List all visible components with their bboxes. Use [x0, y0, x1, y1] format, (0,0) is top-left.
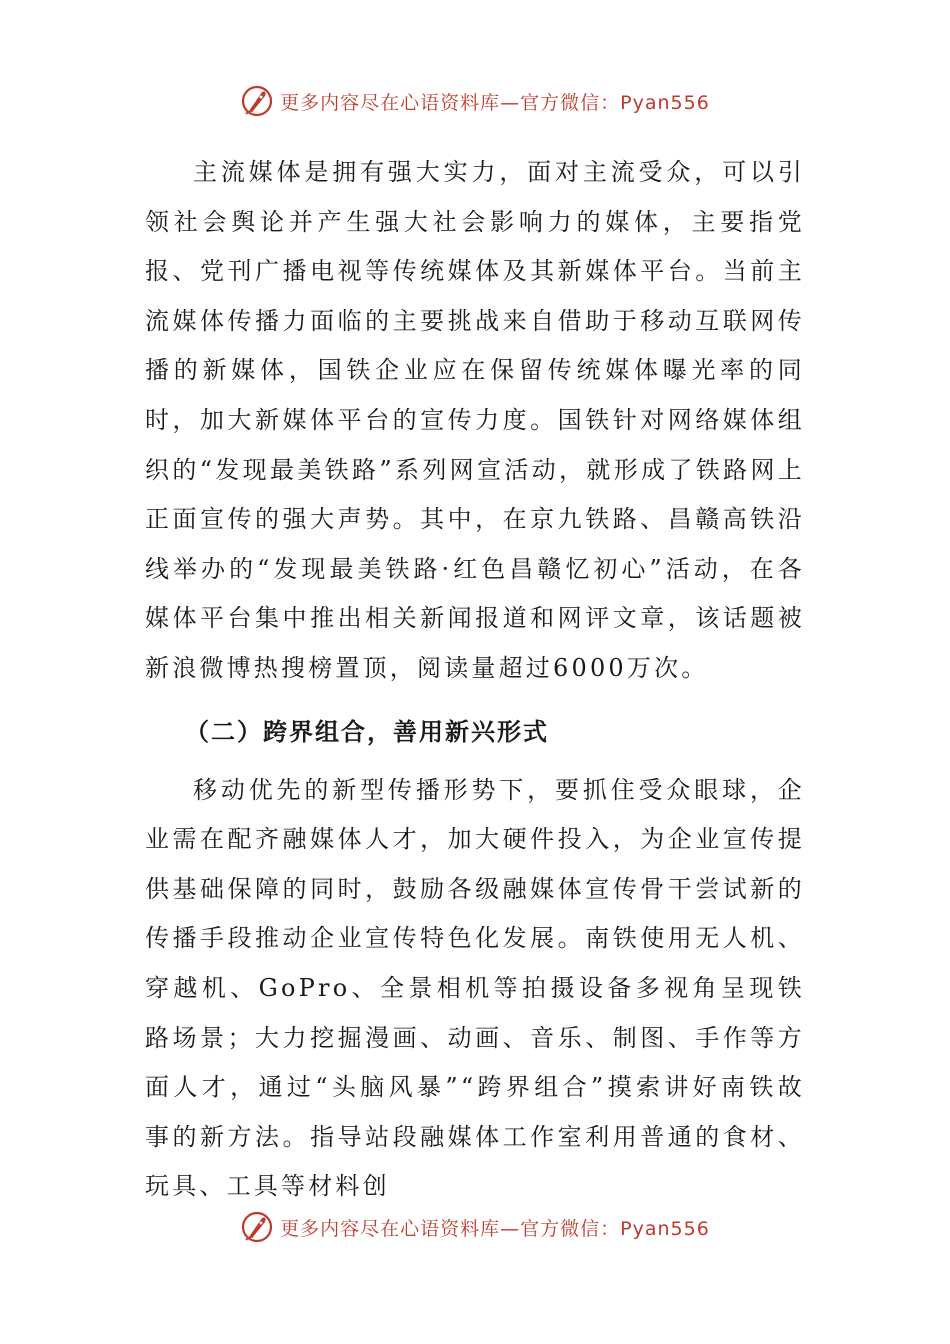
footer-watermark [0, 1210, 950, 1244]
header-watermark [0, 84, 950, 118]
body-paragraph-2: 移动优先的新型传播形势下，要抓住受众眼球，企业需在配齐融媒体人才，加大硬件投入，为企业宣传提供基础保障的同时，鼓励各级融媒体宣传骨干尝试新的传播手段推动企业宣传特色化发展。南铁使用无人机、穿越机、GoPro、全景相机等拍摄设备多视角呈现铁路场景；大力挖掘漫画、动画、音乐、制图、手作等方面人才，通过“头脑风暴”“跨界组合”摸索讲好南铁故事的新方法。指导站段融媒体工作室利用普通的食材、玩具、工具等材料创 [145, 775, 805, 1201]
document-body [145, 148, 805, 1212]
quill-pen-circle-icon [240, 84, 274, 118]
section-heading: （二）跨界组合，善用新兴形式 [185, 717, 549, 746]
quill-pen-circle-icon [240, 1210, 274, 1244]
footer-watermark-text: 更多内容尽在心语资料库—官方微信：Pyan556 [280, 1217, 710, 1240]
body-paragraph-1: 主流媒体是拥有强大实力，面对主流受众，可以引领社会舆论并产生强大社会影响力的媒体，主要指党报、党刊广播电视等传统媒体及其新媒体平台。当前主流媒体传播力面临的主要挑战来自借助于移动互联网传播的新媒体，国铁企业应在保留传统媒体曝光率的同时，加大新媒体平台的宣传力度。国铁针对网络媒体组织的“发现最美铁路”系列网宣活动，就形成了铁路网上正面宣传的强大声势。其中，在京九铁路、昌赣高铁沿线举办的“发现最美铁路·红色昌赣忆初心”活动，在各媒体平台集中推出相关新闻报道和网评文章，该话题被新浪微博热搜榜置顶，阅读量超过6000万次。 [145, 158, 805, 682]
header-watermark-text: 更多内容尽在心语资料库—官方微信：Pyan556 [280, 91, 710, 114]
